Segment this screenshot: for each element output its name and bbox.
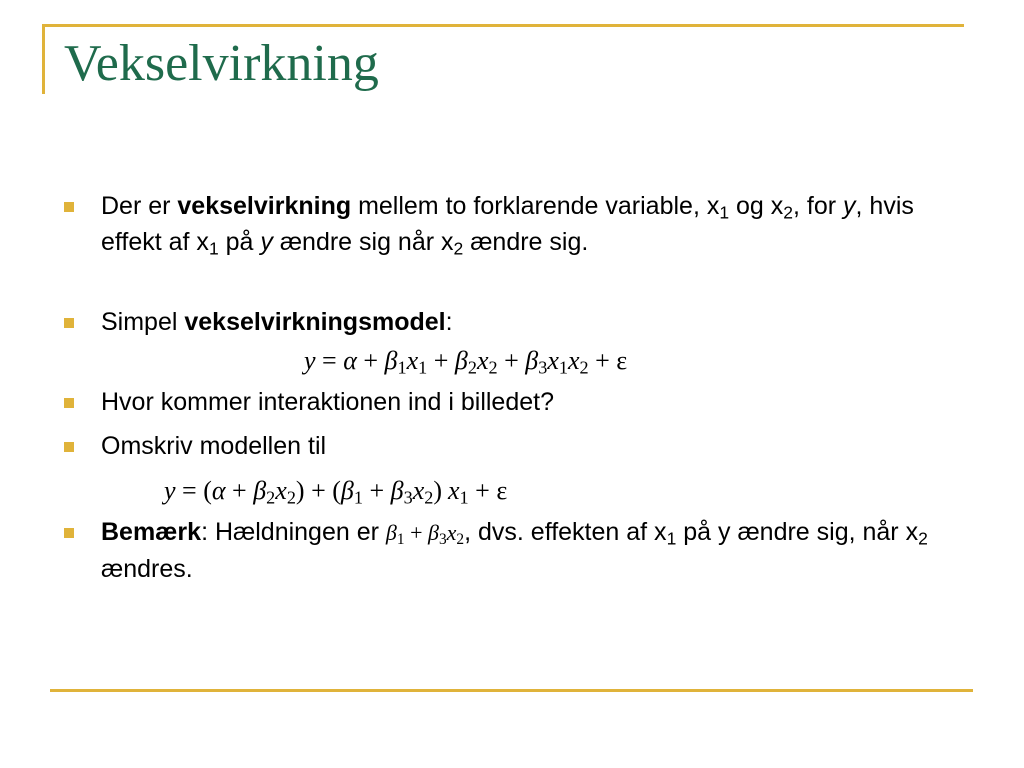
math-paren: )	[295, 476, 305, 505]
math-operator: +	[356, 346, 385, 375]
text: : Hældningen er	[201, 518, 386, 546]
math-operator: +	[404, 520, 428, 545]
subscript: 2	[783, 202, 794, 223]
frame-bottom-line	[50, 689, 973, 692]
math-symbol: α	[211, 476, 226, 505]
math-paren: (	[203, 476, 212, 505]
italic-y: y	[843, 192, 856, 220]
math-symbol: x	[406, 346, 419, 375]
math-operator: +	[468, 476, 497, 505]
math-paren: (	[332, 476, 341, 505]
bullet-rewrite	[64, 428, 944, 464]
subscript: 2	[918, 528, 928, 549]
math-symbol: β	[253, 476, 267, 505]
bold-term: vekselvirkningsmodel	[184, 308, 446, 336]
math-symbol: α	[343, 346, 357, 375]
text: på	[218, 228, 261, 256]
frame-top-line	[42, 24, 964, 27]
bullet-definition	[64, 188, 944, 260]
text: og x	[729, 192, 784, 220]
math-operator: =	[315, 346, 344, 375]
math-symbol: β	[385, 520, 397, 545]
text: , hvis effekt af x	[101, 192, 914, 256]
math-subscript: 3	[538, 357, 548, 378]
math-operator: +	[588, 346, 617, 375]
math-subscript: 2	[488, 357, 498, 378]
math-symbol: y	[164, 476, 176, 505]
subscript: 1	[208, 238, 219, 259]
subscript: 2	[453, 238, 464, 259]
math-symbol: β	[340, 476, 354, 505]
math-subscript: 3	[438, 530, 447, 548]
bullet-simple-model	[64, 304, 944, 340]
math-symbol: β	[525, 346, 539, 375]
math-subscript: 2	[424, 487, 434, 508]
bullet-square-icon	[64, 202, 74, 212]
math-symbol: x	[446, 520, 457, 545]
math-subscript: 1	[396, 530, 405, 548]
text: :	[445, 308, 453, 336]
math-symbol: β	[427, 520, 439, 545]
frame-vertical-line	[42, 24, 45, 94]
text: Simpel	[101, 308, 185, 336]
math-subscript: 2	[579, 357, 589, 378]
bullet-square-icon	[64, 442, 74, 452]
formula-interaction-model	[64, 342, 944, 380]
subscript: 1	[666, 528, 677, 549]
math-symbol: β	[390, 476, 404, 505]
math-subscript: 3	[403, 487, 413, 508]
math-subscript: 1	[459, 487, 469, 508]
text: på y ændre sig, når x	[676, 518, 919, 546]
formula-rewritten-model	[64, 472, 944, 510]
text: , dvs. effekten af x	[464, 518, 667, 546]
math-subscript: 1	[558, 357, 568, 378]
subscript: 1	[719, 202, 730, 223]
text: Omskriv modellen til	[101, 432, 327, 460]
math-symbol: ε	[496, 476, 508, 505]
math-symbol: β	[384, 346, 398, 375]
math-operator: +	[497, 346, 526, 375]
math-symbol: y	[304, 346, 316, 375]
text: ændre sig.	[463, 228, 589, 256]
math-operator: +	[304, 476, 333, 505]
math-symbol: β	[454, 346, 468, 375]
bullet-square-icon	[64, 528, 74, 538]
math-symbol: x	[476, 346, 489, 375]
inline-formula-slope	[385, 520, 465, 548]
bullet-question	[64, 384, 944, 420]
math-subscript: 2	[456, 530, 465, 548]
math-subscript: 2	[467, 357, 477, 378]
text: , for	[793, 192, 844, 220]
math-symbol: x	[547, 346, 559, 375]
math-symbol: ε	[616, 346, 628, 375]
math-operator: +	[225, 476, 254, 505]
math-subscript: 1	[353, 487, 363, 508]
math-symbol: x	[412, 476, 425, 505]
math-paren: )	[433, 476, 442, 505]
bullet-square-icon	[64, 398, 74, 408]
math-subscript: 2	[266, 487, 276, 508]
bullet-square-icon	[64, 318, 74, 328]
slide-title: Vekselvirkning	[64, 35, 379, 92]
italic-y: y	[260, 228, 273, 256]
math-operator: +	[362, 476, 391, 505]
spacer	[64, 260, 944, 304]
math-symbol: x	[567, 346, 580, 375]
bold-term: vekselvirkning	[177, 192, 352, 220]
math-subscript: 1	[397, 357, 407, 378]
bullet-note	[64, 514, 944, 587]
text: ændres.	[101, 555, 193, 583]
math-subscript: 2	[286, 487, 296, 508]
math-operator: +	[427, 346, 455, 375]
math-symbol: x	[448, 476, 460, 505]
text: ændre sig når x	[272, 228, 454, 256]
math-symbol: x	[275, 476, 287, 505]
slide-content	[64, 188, 944, 587]
text: Hvor kommer interaktionen ind i billedet?	[101, 388, 554, 416]
math-subscript: 1	[418, 357, 428, 378]
text: mellem to forklarende variable, x	[351, 192, 720, 220]
text: Der er	[101, 192, 178, 220]
math-operator: =	[175, 476, 204, 505]
bold-term: Bemærk	[101, 518, 202, 546]
